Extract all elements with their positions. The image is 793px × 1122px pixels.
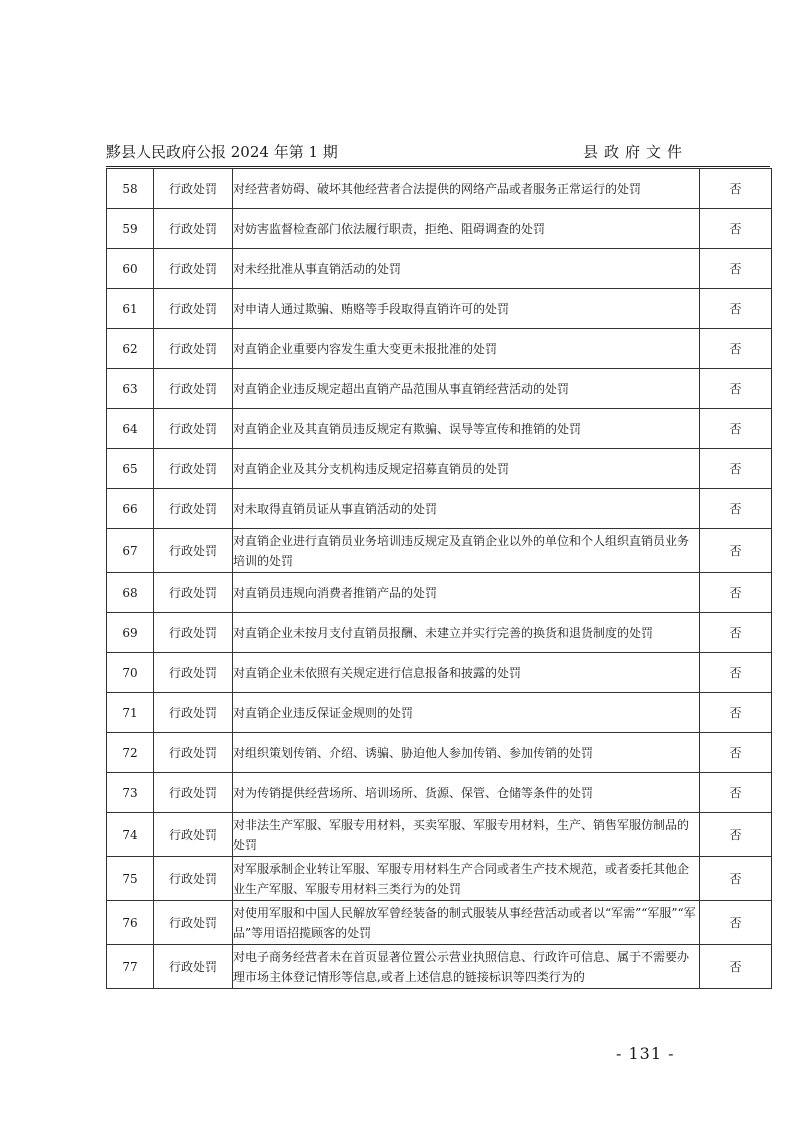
page-header (106, 141, 688, 163)
item-type: 行政处罚 (154, 409, 233, 449)
item-content: 对使用军服和中国人民解放军曾经装备的制式服装从事经营活动或者以“军需”“军服”“军品”等用语招揽顾客的处罚 (233, 901, 700, 945)
table-row (107, 573, 772, 613)
item-type: 行政处罚 (154, 329, 233, 369)
table-row (107, 901, 772, 945)
item-number: 65 (107, 449, 154, 489)
item-type: 行政处罚 (154, 733, 233, 773)
item-number: 61 (107, 289, 154, 329)
item-flag: 否 (700, 409, 772, 449)
item-content: 对未经批准从事直销活动的处罚 (233, 249, 700, 289)
table-row (107, 289, 772, 329)
item-type: 行政处罚 (154, 289, 233, 329)
table-row (107, 857, 772, 901)
item-flag: 否 (700, 249, 772, 289)
item-type: 行政处罚 (154, 901, 233, 945)
item-flag: 否 (700, 693, 772, 733)
table-row (107, 733, 772, 773)
item-flag: 否 (700, 169, 772, 209)
item-flag: 否 (700, 613, 772, 653)
item-content: 对妨害监督检查部门依法履行职责，拒绝、阻碍调查的处罚 (233, 209, 700, 249)
table-row (107, 813, 772, 857)
item-number: 77 (107, 945, 154, 989)
item-number: 66 (107, 489, 154, 529)
item-number: 73 (107, 773, 154, 813)
item-flag: 否 (700, 369, 772, 409)
item-type: 行政处罚 (154, 653, 233, 693)
table-row (107, 529, 772, 573)
item-content: 对直销企业及其分支机构违反规定招募直销员的处罚 (233, 449, 700, 489)
item-number: 58 (107, 169, 154, 209)
header-rule (106, 166, 770, 167)
item-flag: 否 (700, 945, 772, 989)
item-content: 对电子商务经营者未在首页显著位置公示营业执照信息、行政许可信息、属于不需要办理市场主体登记情形等信息,或者上述信息的链接标识等四类行为的 (233, 945, 700, 989)
item-type: 行政处罚 (154, 449, 233, 489)
item-type: 行政处罚 (154, 693, 233, 733)
item-number: 63 (107, 369, 154, 409)
item-content: 对非法生产军服、军服专用材料，买卖军服、军服专用材料，生产、销售军服仿制品的处罚 (233, 813, 700, 857)
item-type: 行政处罚 (154, 813, 233, 857)
item-content: 对直销企业未依照有关规定进行信息报备和披露的处罚 (233, 653, 700, 693)
item-content: 对直销企业及其直销员违反规定有欺骗、误导等宣传和推销的处罚 (233, 409, 700, 449)
item-flag: 否 (700, 813, 772, 857)
item-number: 75 (107, 857, 154, 901)
item-type: 行政处罚 (154, 857, 233, 901)
item-type: 行政处罚 (154, 489, 233, 529)
item-flag: 否 (700, 857, 772, 901)
item-flag: 否 (700, 901, 772, 945)
item-content: 对军服承制企业转让军服、军服专用材料生产合同或者生产技术规范，或者委托其他企业生产军服、军服专用材料三类行为的处罚 (233, 857, 700, 901)
item-content: 对经营者妨碍、破坏其他经营者合法提供的网络产品或者服务正常运行的处罚 (233, 169, 700, 209)
item-flag: 否 (700, 733, 772, 773)
section-title: 县政府文件 (582, 143, 688, 161)
table-row (107, 945, 772, 989)
item-number: 72 (107, 733, 154, 773)
item-content: 对直销员违规向消费者推销产品的处罚 (233, 573, 700, 613)
item-number: 60 (107, 249, 154, 289)
item-type: 行政处罚 (154, 773, 233, 813)
item-flag: 否 (700, 329, 772, 369)
item-type: 行政处罚 (154, 613, 233, 653)
item-number: 68 (107, 573, 154, 613)
item-number: 64 (107, 409, 154, 449)
item-content: 对直销企业进行直销员业务培训违反规定及直销企业以外的单位和个人组织直销员业务培训的处罚 (233, 529, 700, 573)
item-flag: 否 (700, 653, 772, 693)
item-content: 对组织策划传销、介绍、诱骗、胁迫他人参加传销、参加传销的处罚 (233, 733, 700, 773)
table-row (107, 693, 772, 733)
item-number: 74 (107, 813, 154, 857)
item-content: 对未取得直销员证从事直销活动的处罚 (233, 489, 700, 529)
item-content: 对直销企业违反规定超出直销产品范围从事直销经营活动的处罚 (233, 369, 700, 409)
table-row (107, 329, 772, 369)
item-content: 对直销企业未按月支付直销员报酬、未建立并实行完善的换货和退货制度的处罚 (233, 613, 700, 653)
table-row (107, 489, 772, 529)
item-flag: 否 (700, 209, 772, 249)
item-number: 76 (107, 901, 154, 945)
item-type: 行政处罚 (154, 573, 233, 613)
item-content: 对为传销提供经营场所、培训场所、货源、保管、仓储等条件的处罚 (233, 773, 700, 813)
table-row (107, 209, 772, 249)
table-row (107, 653, 772, 693)
page-number: - 131 - (616, 1044, 675, 1063)
item-type: 行政处罚 (154, 945, 233, 989)
table-row (107, 169, 772, 209)
table-row (107, 449, 772, 489)
item-number: 69 (107, 613, 154, 653)
item-content: 对申请人通过欺骗、贿赂等手段取得直销许可的处罚 (233, 289, 700, 329)
table-row (107, 369, 772, 409)
item-type: 行政处罚 (154, 209, 233, 249)
item-type: 行政处罚 (154, 529, 233, 573)
table-row (107, 773, 772, 813)
item-type: 行政处罚 (154, 369, 233, 409)
item-content: 对直销企业违反保证金规则的处罚 (233, 693, 700, 733)
item-number: 71 (107, 693, 154, 733)
item-number: 67 (107, 529, 154, 573)
bulletin-title: 黟县人民政府公报 2024 年第 1 期 (106, 143, 338, 161)
item-flag: 否 (700, 489, 772, 529)
table-row (107, 409, 772, 449)
item-flag: 否 (700, 449, 772, 489)
item-flag: 否 (700, 529, 772, 573)
item-flag: 否 (700, 773, 772, 813)
item-number: 62 (107, 329, 154, 369)
table-row (107, 249, 772, 289)
item-number: 70 (107, 653, 154, 693)
item-flag: 否 (700, 289, 772, 329)
item-content: 对直销企业重要内容发生重大变更未报批准的处罚 (233, 329, 700, 369)
item-type: 行政处罚 (154, 169, 233, 209)
item-number: 59 (107, 209, 154, 249)
penalty-items-table (106, 168, 772, 989)
table-row (107, 613, 772, 653)
item-type: 行政处罚 (154, 249, 233, 289)
item-flag: 否 (700, 573, 772, 613)
